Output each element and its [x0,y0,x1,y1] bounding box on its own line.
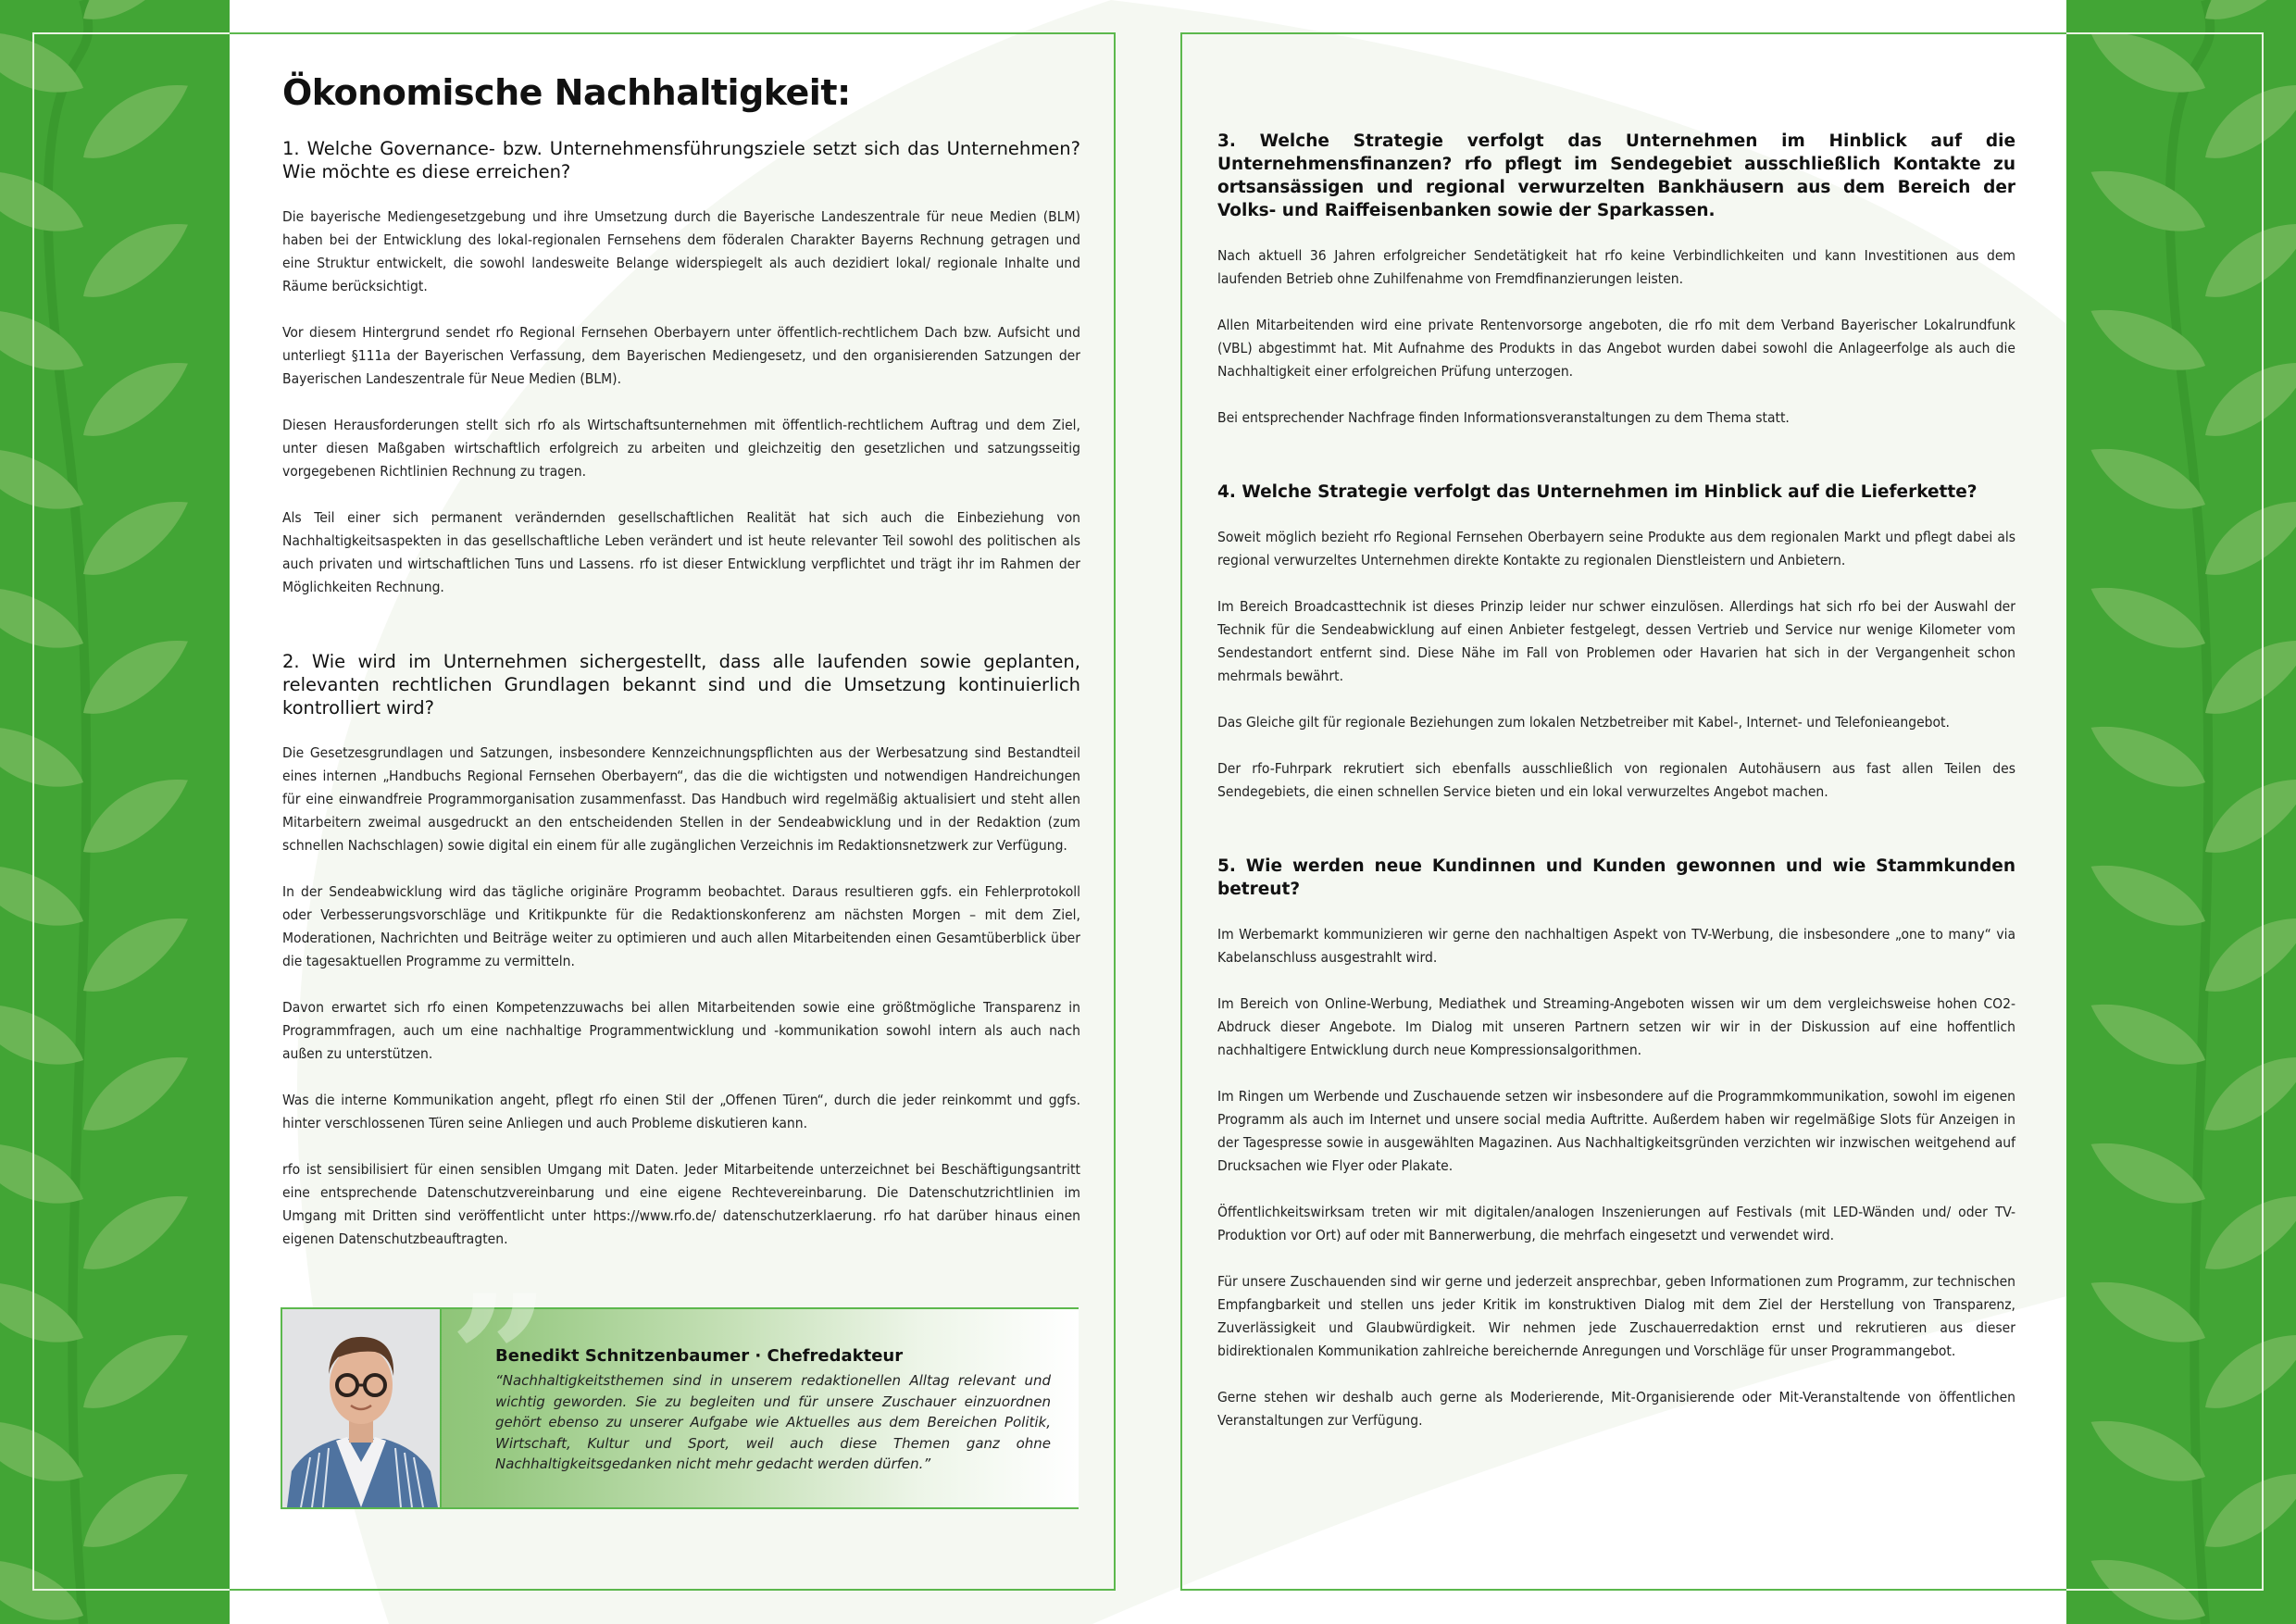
paragraph: rfo ist sensibilisiert für einen sensiblen Umgang mit Daten. Jeder Mitarbeitende unterzeichnet bei Beschäftigungsantritt eine entsprechende Datenschutzvereinbarung und eine eigene Rechtevereinbarung. Die Datenschutzrichtlinien im Umgang mit Dritten sind veröffentlicht unter https://www.rfo.de/ datenschutzerklaerung. rfo hat darüber hinaus einen eigenen Datenschutzbeauftragten. [282,1161,1080,1247]
paragraph: Als Teil einer sich permanent verändernden gesellschaftlichen Realität hat sich auch die Einbeziehung von Nachhaltigkeitsaspekten in das gesellschaftliche Leben verändert und ist heute relevanter Teil sowohl des politischen als auch privaten und wirtschaftlichen Tuns und Lassens. rfo ist dieser Entwicklung verpflichtet und trägt ihr im Rahmen der Möglichkeiten Rechnung. [282,509,1080,595]
paragraph: Was die interne Kommunikation angeht, pflegt rfo einen Stil der „Offenen Türen“, durch die jeder reinkommt und ggfs. hinter verschlossenen Türen seine Anliegen und auch Probleme diskutieren kann. [282,1092,1080,1131]
paragraph: In der Sendeabwicklung wird das tägliche originäre Programm beobachtet. Daraus resultieren ggfs. ein Fehlerprotokoll oder Verbesserungsvorschläge und Kritikpunkte für die Redaktionskonferenz am nächsten Morgen – mit dem Ziel, Moderationen, Nachrichten und Beiträge weiter zu optimieren und auch allen Mitarbeitenden einen Gesamtüberblick über die tagesaktuellen Programme zu vermitteln. [282,883,1080,969]
paragraph: Bei entsprechender Nachfrage finden Informationsveranstaltungen zu dem Thema statt. [1217,409,1790,426]
paragraph: Die bayerische Mediengesetzgebung und ihre Umsetzung durch die Bayerische Landeszentrale für neue Medien (BLM) haben bei der Entwicklung des lokal-regionalen Fernsehens dem föderalen Charakter Bayerns Rechnung getragen und eine Struktur entwickelt, die sowohl landesweite Belange widerspiegelt als auch dezidiert lokal/ regionale Inhalte und Räume berücksichtigt. [282,208,1080,294]
quote-mark-icon: ” [449,1256,551,1463]
paragraph: Das Gleiche gilt für regionale Beziehungen zum lokalen Netzbetreiber mit Kabel-, Internet- und Telefonieangebot. [1217,714,1950,731]
question-1: 1. Welche Governance- bzw. Unternehmensführungsziele setzt sich das Unternehmen? Wie möchte es diese erreichen? [282,138,1080,182]
paragraph: Soweit möglich bezieht rfo Regional Fernsehen Oberbayern seine Produkte aus dem regionalen Markt und pflegt dabei als regional verwurzeltes Unternehmen direkte Kontakte zu regionalen Dienstleistern und Anbietern. [1217,529,2015,568]
paragraph: Im Werbemarkt kommunizieren wir gerne den nachhaltigen Aspekt von TV-Werbung, die insbesondere „one to many“ via Kabelanschluss ausgestrahlt wird. [1217,926,2015,966]
paragraph: Gerne stehen wir deshalb auch gerne als Moderierende, Mit-Organisierende oder Mit-Veranstaltende von öffentlichen Veranstaltungen zur Verfügung. [1217,1389,2015,1429]
right-page [1217,130,2015,1455]
paragraph: Öffentlichkeitswirksam treten wir mit digitalen/analogen Inszenierungen auf Festivals (mit LED-Wänden und/ oder TV-Produktion vor Ort) auf oder mit Bannerwerbung, die mehrfach eingesetzt und verwendet wird. [1217,1204,2015,1243]
question-5: 5. Wie werden neue Kundinnen und Kunden gewonnen und wie Stammkunden betreut? [1217,856,2015,899]
left-page [282,56,1080,1274]
quote-author: Benedikt Schnitzenbaumer · Chefredakteur [495,1346,904,1366]
paragraph: Im Bereich von Online-Werbung, Mediathek und Streaming-Angeboten wissen wir um dem vergleichsweise hohen CO2-Abdruck dieser Angebote. Im Dialog mit unseren Partnern setzen wir wir in der Diskussion auf eine hoffentlich nachhaltigere Entwicklung durch neue Kompressionsalgorithmen. [1217,995,2015,1058]
paragraph: Der rfo-Fuhrpark rekrutiert sich ebenfalls ausschließlich von regionalen Autohäusern aus fast allen Teilen des Sendegebiets, die einen schnellen Service bieten und ein lokal verwurzeltes Angebot machen. [1217,760,2015,800]
page-title: Ökonomische Nachhaltigkeit: [282,72,851,113]
paragraph: Vor diesem Hintergrund sendet rfo Regional Fernsehen Oberbayern unter öffentlich-rechtlichem Dach bzw. Aufsicht und unterliegt §111a der Bayerischen Verfassung, dem Bayerischen Mediengesetz, und den organisierenden Satzungen der Bayerischen Landeszentrale für Neue Medien (BLM). [282,324,1080,387]
quote-text: “Nachhaltigkeitsthemen sind in unserem redaktionellen Alltag relevant und wichtig geworden. Sie zu begleiten und für unsere Zuschauer einzuordnen gehört ebenso zu unserer Aufgabe wie Aktuelles aus dem Bereichen Politik, Wirtschaft, Kultur und Sport, weil auch diese Themen ganz ohne Nachhaltigkeitsgedanken nicht mehr gedacht werden dürfen.” [495,1372,1051,1472]
paragraph: Im Ringen um Werbende und Zuschauende setzen wir insbesondere auf die Programmkommunikation, sowohl im eigenen Programm als auch im Internet und unsere social media Auftritte. Außerdem haben wir regelmäßige Slots für Anzeigen in der Tagespresse sowie in ausgewählten Magazinen. Aus Nachhaltigkeitsgründen verzichten wir inzwischen weitgehend auf Drucksachen wie Flyer oder Plakate. [1217,1088,2015,1174]
paragraph: Diesen Herausforderungen stellt sich rfo als Wirtschaftsunternehmen mit öffentlich-rechtlichem Auftrag und dem Ziel, unter diesen Maßgaben wirtschaftlich erfolgreich zu arbeiten und gleichzeitig den gesetzlichen und satzungsseitig vorgegebenen Richtlinien Rechnung zu tragen. [282,417,1080,480]
quote-box [281,1256,1079,1509]
person-photo-icon [282,1309,440,1507]
author-portrait [282,1309,442,1507]
paragraph: Nach aktuell 36 Jahren erfolgreicher Sendetätigkeit hat rfo keine Verbindlichkeiten und kann Investitionen aus dem laufenden Betrieb ohne Zuhilfenahme von Fremdfinanzierungen leisten. [1217,247,2015,287]
paragraph: Davon erwartet sich rfo einen Kompetenzzuwachs bei allen Mitarbeitenden sowie eine größtmögliche Transparenz in Programmfragen, auch um eine nachhaltige Programmentwicklung und -kommunikation sowohl intern als auch nach außen zu unterstützen. [282,999,1080,1062]
paragraph: Für unsere Zuschauenden sind wir gerne und jederzeit ansprechbar, geben Informationen zum Programm, zur technischen Empfangbarkeit und stellen uns jeder Kritik im konstruktiven Dialog mit dem Ziel der Herstellung von Transparenz, Zuverlässigkeit und Glaubwürdigkeit. Wir nehmen jede Zuschauerredaktion ernst und rekrutieren aus dieser bidirektionalen Kommunikation zahlreiche bereichernde Anregungen und Vorschläge für unser Programmangebot. [1217,1273,2015,1359]
question-2: 2. Wie wird im Unternehmen sichergestellt, dass alle laufenden sowie geplanten, relevanten rechtlichen Grundlagen bekannt sind und die Umsetzung kontinuierlich kontrolliert wird? [282,651,1080,718]
paragraph: Allen Mitarbeitenden wird eine private Rentenvorsorge angeboten, die rfo mit dem Verband Bayerischer Lokalrundfunk (VBL) abgestimmt hat. Mit Aufnahme des Produkts in das Angebot wurden dabei sowohl die Anlageerfolge als auch die Nachhaltigkeit einer erfolgreichen Prüfung unterzogen. [1217,317,2015,380]
question-3: 3. Welche Strategie verfolgt das Unternehmen im Hinblick auf die Unternehmensfinanzen? rfo pflegt im Sendegebiet ausschließlich Kontakte zu ortsansässigen und regional verwurzelten Bankhäusern aus dem Bereich der Volks- und Raiffeisenbanken sowie der Sparkassen. [1217,131,2015,220]
paragraph: Im Bereich Broadcasttechnik ist dieses Prinzip leider nur schwer einzulösen. Allerdings hat sich rfo bei der Auswahl der Technik für die Sendeabwicklung auf einen Anbieter festgelegt, dessen Vertrieb und Service nur wenige Kilometer vom Sendestandort entfernt sind. Diese Nähe im Fall von Problemen oder Havarien hat sich in der Vergangenheit schon mehrmals bewährt. [1217,598,2015,684]
paragraph: Die Gesetzesgrundlagen und Satzungen, insbesondere Kennzeichnungspflichten aus der Werbesatzung sind Bestandteil eines internen „Handbuchs Regional Fernsehen Oberbayern“, das die die wichtigsten und notwendigen Handreichungen für eine einwandfreie Programmorganisation zusammenfasst. Das Handbuch wird regelmäßig aktualisiert und steht allen Mitarbeitern zweimal ausgedruckt an den entscheidenden Stellen in der Sendeabwicklung und in der Redaktion (zum schnellen Nachschlagen) sowie digital ein einem für alle zugänglichen Verzeichnis im Redaktionsnetzwerk zur Verfügung. [282,744,1080,854]
question-4: 4. Welche Strategie verfolgt das Unternehmen im Hinblick auf die Lieferkette? [1217,482,1978,502]
